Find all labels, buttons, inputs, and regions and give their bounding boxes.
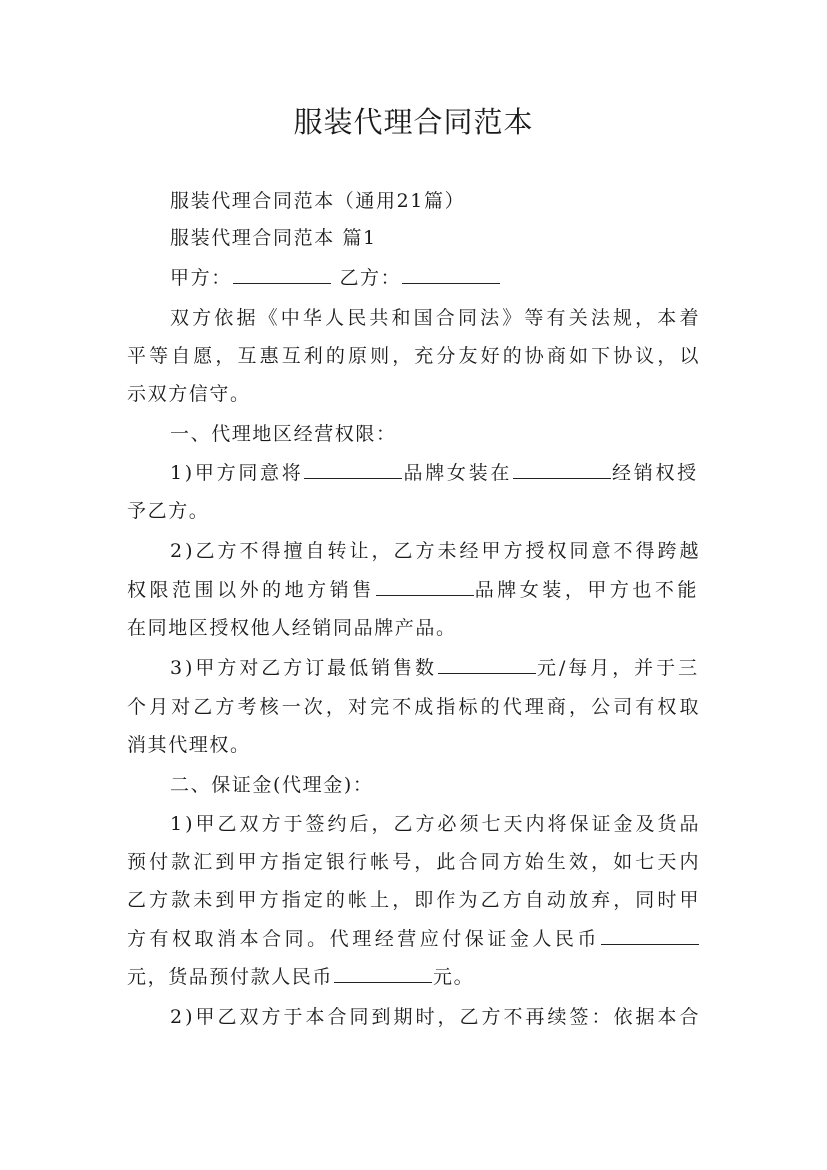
paragraph-line: 个月对乙方考核一次，对完不成指标的代理商，公司有权取 bbox=[127, 696, 702, 718]
paragraph-line: 3)甲方对乙方订最低销售数 元/每月，并于三 bbox=[170, 657, 701, 679]
paragraph-line: 2)乙方不得擅自转让，乙方未经甲方授权同意不得跨越 bbox=[170, 540, 702, 562]
paragraph-line: 1)甲方同意将 品牌女装在 经销权授 bbox=[170, 462, 699, 484]
paragraph-line: 乙方款未到甲方指定的帐上，即作为乙方自动放弃，同时甲 bbox=[127, 889, 702, 911]
paragraph-line: 甲方： 乙方： bbox=[170, 263, 501, 290]
paragraph-line: 元，货品预付款人民币 元。 bbox=[127, 966, 475, 988]
fill-in-blank bbox=[334, 981, 432, 983]
fill-in-blank bbox=[233, 282, 331, 284]
paragraph-line: 权限范围以外的地方销售 品牌女装，甲方也不能 bbox=[127, 579, 700, 601]
paragraph-line: 二、保证金(代理金)： bbox=[170, 774, 374, 796]
fill-in-blank bbox=[376, 594, 474, 596]
paragraph-line: 双方依据《中华人民共和国合同法》等有关法规，本着 bbox=[170, 307, 702, 329]
fill-in-blank bbox=[513, 477, 611, 479]
paragraph-line: 方有权取消本合同。代理经营应付保证金人民币 bbox=[127, 924, 700, 951]
fill-in-blank bbox=[601, 943, 699, 945]
paragraph-line: 消其代理权。 bbox=[127, 734, 251, 756]
document-title: 服装代理合同范本 bbox=[293, 105, 534, 139]
fill-in-blank bbox=[304, 477, 402, 479]
paragraph-line: 予乙方。 bbox=[127, 500, 210, 522]
paragraph-line: 2)甲乙双方于本合同到期时，乙方不再续签：依据本合 bbox=[170, 1006, 702, 1028]
paragraph-line: 平等自愿，互惠互利的原则，充分友好的协商如下协议，以 bbox=[127, 345, 702, 367]
paragraph-line: 一、代理地区经营权限： bbox=[170, 423, 397, 445]
paragraph-line: 在同地区授权他人经销同品牌产品。 bbox=[127, 617, 457, 639]
fill-in-blank bbox=[402, 282, 500, 284]
paragraph-line: 服装代理合同范本 篇1 bbox=[170, 227, 377, 249]
fill-in-blank bbox=[438, 672, 536, 674]
paragraph-line: 服装代理合同范本（通用21篇） bbox=[170, 190, 466, 212]
paragraph-line: 1)甲乙双方于签约后，乙方必须七天内将保证金及货品 bbox=[170, 813, 702, 835]
paragraph-line: 示双方信守。 bbox=[127, 383, 251, 405]
paragraph-line: 预付款汇到甲方指定银行帐号，此合同方始生效，如七天内 bbox=[127, 851, 702, 873]
